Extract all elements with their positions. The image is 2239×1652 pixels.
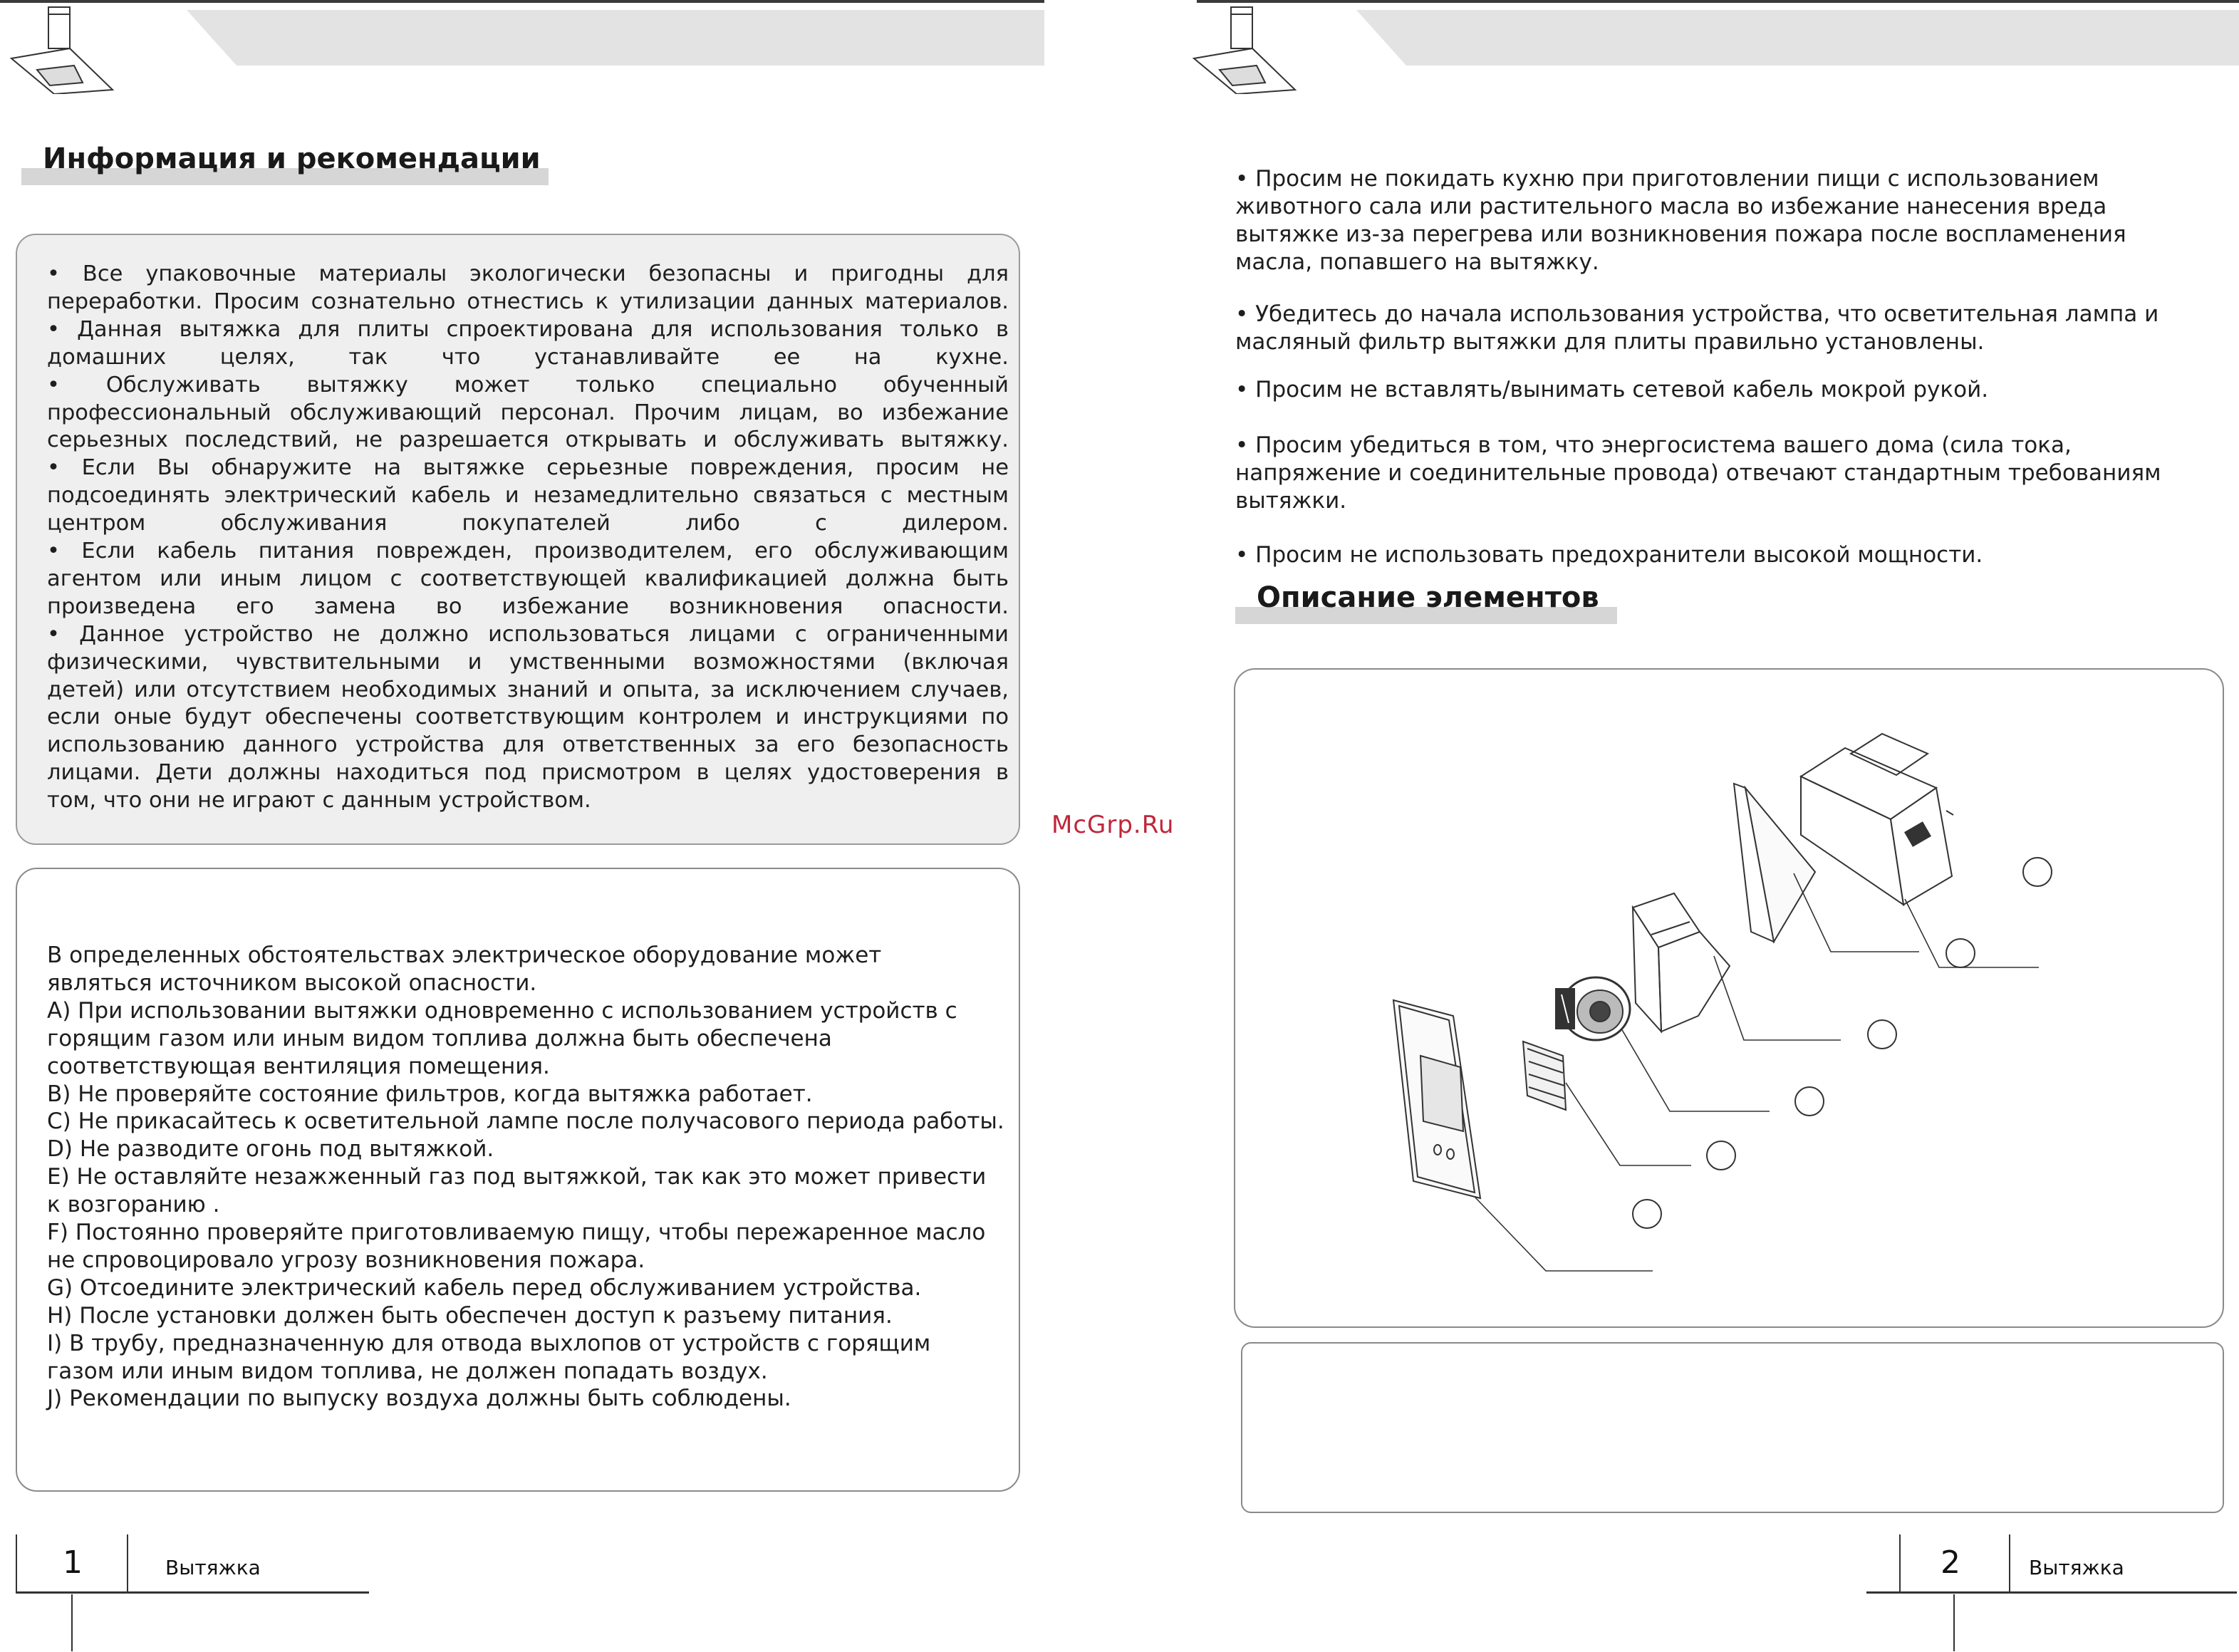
- info-line: профессиональный обслуживающий персонал. Прочим лицам, во избежание: [47, 400, 1009, 425]
- right-bullet-line: масляный фильтр вытяжки для плиты правильно установлены.: [1235, 329, 1985, 355]
- info-line: подсоединять электрический кабель и незамедлительно связаться с местным: [47, 483, 1009, 509]
- warning-line: не спровоцировало угрозу возникновения пожара.: [47, 1247, 645, 1273]
- left-page-number: 1: [63, 1544, 83, 1581]
- info-line: • Данная вытяжка для плиты спроектирована для использования только в: [47, 316, 1009, 342]
- right-bullet-line: животного сала или растительного масла во избежание нанесения вреда: [1235, 194, 2107, 219]
- warning-line: В определенных обстоятельствах электрическое оборудование может: [47, 942, 882, 968]
- warning-line: D) Не разводите огонь под вытяжкой.: [47, 1136, 494, 1163]
- info-line: том, что они не играют с данным устройством.: [47, 788, 591, 814]
- left-footer-vline-c: [71, 1594, 73, 1651]
- info-line: использованию данного устройства для ответственных за его безопасность: [47, 732, 1009, 758]
- left-header-line: [0, 0, 1044, 3]
- info-line: произведена его замена во избежание возникновения опасности.: [47, 593, 1009, 619]
- info-line: переработки. Просим сознательно отнестись к утилизации данных материалов.: [47, 289, 1009, 314]
- right-footer-vline-a: [1899, 1534, 1901, 1591]
- hood-logo-icon: [9, 6, 115, 94]
- right-bullet-line: • Просим не вставлять/вынимать сетевой кабель мокрой рукой.: [1235, 377, 1989, 402]
- info-section-title: [21, 142, 549, 185]
- right-footer-line: [1866, 1591, 2237, 1594]
- info-line: • Если Вы обнаружите на вытяжке серьезные повреждения, просим не: [47, 455, 1009, 481]
- info-line: агентом или иным лицом с соответствующей квалификацией должна быть: [47, 566, 1009, 591]
- info-line: • Если кабель питания поврежден, производителем, его обслуживающим: [47, 539, 1009, 563]
- inner-housing-part: [1633, 893, 1730, 1032]
- info-line: • Обслуживать вытяжку может только специально обученный: [47, 372, 1009, 398]
- right-bullet-line: • Просим не покидать кухню при приготовлении пищи с использованием: [1235, 166, 2099, 192]
- right-bullet-line: вытяжки.: [1235, 488, 1347, 514]
- warning-line: H) После установки должен быть обеспечен доступ к разъему питания.: [47, 1302, 893, 1329]
- elements-section-title: [1235, 581, 1617, 624]
- info-line: лицами. Дети должны находиться под присмотром в целях удостоверения в: [47, 760, 1009, 786]
- right-header-line: [1197, 0, 2239, 3]
- left-footer-vline-b: [127, 1534, 128, 1591]
- right-bullet-line: • Убедитесь до начала использования устройства, что осветительная лампа и: [1235, 301, 2159, 327]
- warning-line: к возгоранию .: [47, 1192, 220, 1218]
- right-footer-vline-c: [1953, 1594, 1955, 1651]
- chimney-part: [1801, 734, 1953, 905]
- elements-title-text: Описание элементов: [1257, 581, 1599, 614]
- right-header-bar: [1356, 10, 2239, 66]
- trim-panel-part: [1734, 784, 1815, 942]
- warning-line: E) Не оставляйте незажженный газ под вытяжкой, так как это может привести: [47, 1164, 987, 1190]
- info-line: если оные будут обеспечены соответствующим контролем и инструкциями по: [47, 705, 1009, 730]
- right-bullet-line: напряжение и соединительные провода) отвечают стандартным требованиям: [1235, 460, 2161, 486]
- warning-line: I) В трубу, предназначенную для отвода выхлопов от устройств с горящим: [47, 1330, 931, 1356]
- warning-line: горящим газом или иным видом топлива должна быть обеспечена: [47, 1025, 832, 1051]
- info-line: физическими, чувствительными и умственными возможностями (включая: [47, 649, 1009, 675]
- warning-line: F) Постоянно проверяйте приготовливаемую пищу, чтобы пережаренное масло: [47, 1220, 986, 1245]
- right-page-number: 2: [1941, 1544, 1960, 1581]
- warning-line: G) Отсоедините электрический кабель перед обслуживанием устройства.: [47, 1274, 922, 1301]
- right-bullet-line: • Просим убедиться в том, что энергосистема вашего дома (сила тока,: [1235, 432, 2072, 458]
- glass-panel-part: [1393, 1000, 1480, 1198]
- right-bullet-line: масла, попавшего на вытяжку.: [1235, 249, 1599, 275]
- left-footer-vline-a: [16, 1534, 17, 1591]
- right-footer-vline-b: [2009, 1534, 2010, 1591]
- parts-legend-box: [1241, 1342, 2224, 1513]
- warning-line: A) При использовании вытяжки одновременно с использованием устройств с: [47, 997, 957, 1024]
- info-line: детей) или отсутствием необходимых знаний и опыта, за исключением случаев,: [47, 677, 1009, 702]
- warning-line: C) Не прикасайтесь к осветительной лампе после получасового периода работы.: [47, 1108, 1004, 1135]
- exploded-hood-diagram: [1234, 668, 2224, 1328]
- right-bullet-line: вытяжке из-за перегрева или возникновения пожара после воспламенения: [1235, 222, 2126, 247]
- warning-line: соответствующая вентиляция помещения.: [47, 1053, 550, 1079]
- info-line: • Данное устройство не должно использоваться лицами с ограниченными: [47, 621, 1009, 647]
- info-line: • Все упаковочные материалы экологически безопасны и пригодны для: [47, 261, 1009, 286]
- info-line: центром обслуживания покупателей либо с дилером.: [47, 511, 1009, 536]
- warning-line: J) Рекомендации по выпуску воздуха должны быть соблюдены.: [47, 1386, 791, 1412]
- watermark: McGrp.Ru: [1051, 811, 1175, 839]
- warning-line: B) Не проверяйте состояние фильтров, когда вытяжка работает.: [47, 1081, 813, 1107]
- right-bullet-line: • Просим не использовать предохранители высокой мощности.: [1235, 542, 1983, 568]
- warning-line: являться источником высокой опасности.: [47, 970, 537, 996]
- left-header-bar: [187, 10, 1044, 66]
- left-footer-line: [16, 1591, 369, 1594]
- hood-logo-icon-right: [1191, 6, 1298, 94]
- filter-part: [1523, 1041, 1566, 1110]
- info-line: домашних целях, так что устанавливайте ее на кухне.: [47, 344, 1009, 370]
- warning-line: газом или иным видом топлива, не должен попадать воздух.: [47, 1358, 768, 1384]
- right-footer-label: Вытяжка: [2029, 1556, 2124, 1579]
- info-line: серьезных последствий, не разрешается открывать и обслуживать вытяжку.: [47, 427, 1009, 453]
- info-title-text: Информация и рекомендации: [43, 142, 541, 175]
- left-footer-label: Вытяжка: [165, 1556, 261, 1579]
- motor-part: [1556, 977, 1630, 1040]
